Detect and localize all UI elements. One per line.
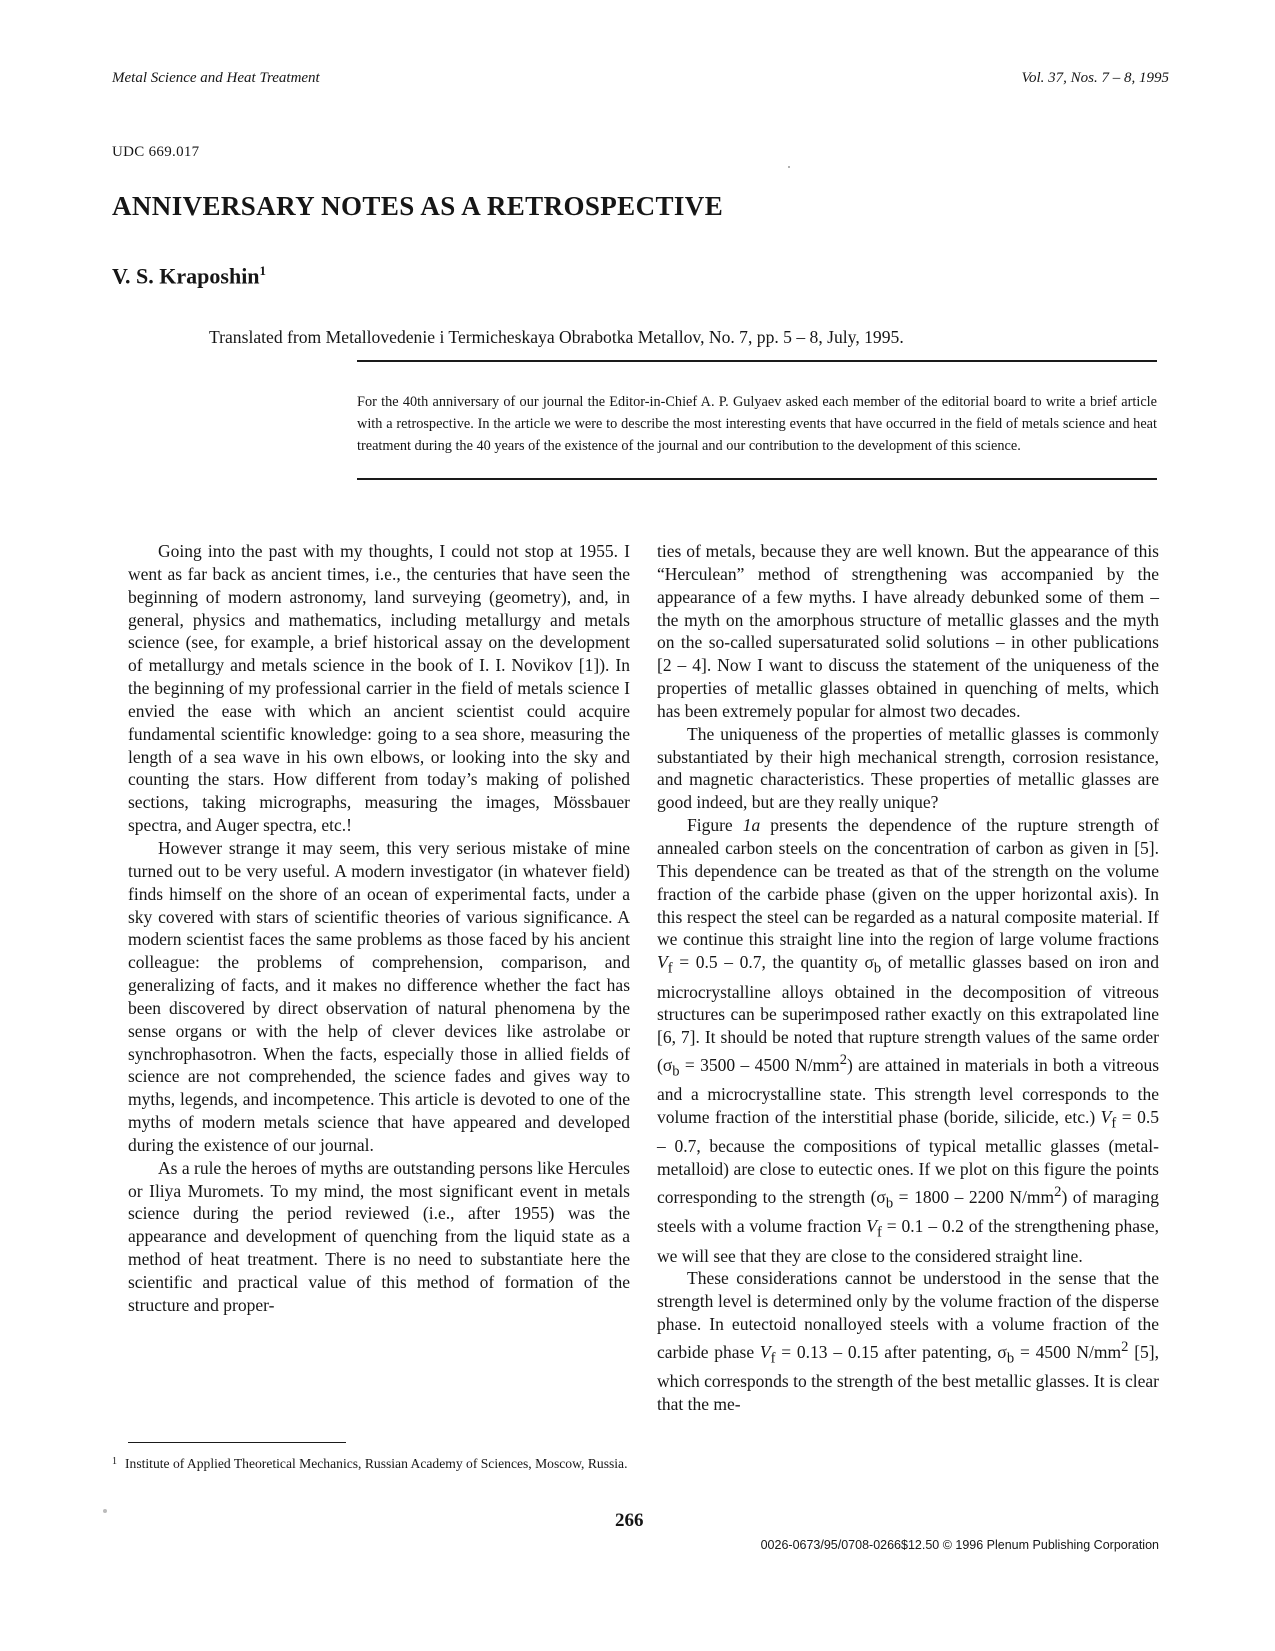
body-left-column bbox=[128, 540, 630, 1317]
footnote-text: Institute of Applied Theoretical Mechanics, Russian Academy of Sciences, Moscow, Russia. bbox=[125, 1456, 628, 1471]
footnote-mark: 1 bbox=[112, 1456, 117, 1467]
body-right-column bbox=[657, 540, 1159, 1416]
udc-code: UDC 669.017 bbox=[112, 144, 200, 160]
abstract-bottom-rule bbox=[357, 478, 1157, 480]
abstract: For the 40th anniversary of our journal the Editor-in-Chief A. P. Gulyaev asked each member of the editorial board to write a brief article with a retrospective. In the article we were to describe the most interesting events that have occurred in the field of metals science and heat treatment during the 40 years of the existence of the journal and our contribution to the development of this science. bbox=[357, 394, 1157, 454]
article-title: ANNIVERSARY NOTES AS A RETROSPECTIVE bbox=[112, 191, 724, 221]
paragraph: As a rule the heroes of myths are outstanding persons like Hercules or Iliya Muromets. To my mind, the most significant event in metals science during the period reviewed (i.e., after 1955) was the appearance and development of quenching from the liquid state as a method of heat treatment. There is no need to substantiate here the scientific and practical value of this method of formation of the structure and proper- bbox=[128, 1157, 630, 1315]
scan-speck bbox=[788, 166, 790, 168]
paragraph: The uniqueness of the properties of metallic glasses is commonly substantiated by their high mechanical strength, corrosion resistance, and magnetic characteristics. These properties of metallic glasses are good indeed, but are they really unique? bbox=[657, 723, 1159, 813]
paragraph: Going into the past with my thoughts, I could not stop at 1955. I went as far back as ancient times, i.e., the centuries that have seen the beginning of modern astronomy, land surveying (geometry), and, in general, physics and mathematics, including metallurgy and metals science (see, for example, a brief historical assay on the development of metallurgy and metals science in the book of I. I. Novikov [1]). In the beginning of my professional carrier in the field of metals science I envied the ease with which an ancient scientist could acquire fundamental scientific knowledge: going to a sea shore, measuring the length of a sea wave in his own elbows, or looking into the sky and counting the stars. How different from today’s making of polished sections, taking micrographs, measuring the images, Mössbauer spectra, and Auger spectra, etc.! bbox=[128, 541, 630, 836]
copyright-line: 0026-0673/95/0708-0266$12.50 © 1996 Plenum Publishing Corporation bbox=[760, 1538, 1159, 1552]
author-name: V. S. Kraposhin bbox=[112, 263, 260, 289]
scan-speck bbox=[103, 1509, 107, 1513]
translated-from: Translated from Metallovedenie i Termicheskaya Obrabotka Metallov, No. 7, pp. 5 – 8, July, 1995. bbox=[209, 327, 904, 347]
abstract-top-rule bbox=[357, 360, 1157, 362]
paragraph: These considerations cannot be understood in the sense that the strength level is determined only by the volume fraction of the disperse phase. In eutectoid nonalloyed steels with a volume fraction of the carbide phase $V_f = 0.13 - 0.15$ after patenting, $\sigma_b = 4500$ $N/mm^2$ [5], which corresponds to the strength of the best metallic glasses. It is clear that the me- bbox=[657, 1268, 1160, 1415]
author bbox=[112, 263, 266, 289]
figure-ref: 1a bbox=[742, 815, 761, 836]
page-number: 266 bbox=[615, 1510, 644, 1531]
author-footnote-mark: 1 bbox=[259, 263, 267, 278]
paragraph: ties of metals, because they are well known. But the appearance of this “Herculean” method of strengthening was accompanied by the appearance of a few myths. I have already debunked some of them – the myth on the amorphous structure of metallic glasses and the myth on the so-called supersaturated solid solutions – in other publications [2 – 4]. Now I want to discuss the statement of the uniqueness of the properties of metallic glasses obtained in quenching of melts, which has been extremely popular for almost two decades. bbox=[657, 541, 1159, 721]
journal-name: Metal Science and Heat Treatment bbox=[112, 70, 320, 86]
paragraph: Figure 1a presents the dependence of the rupture strength of annealed carbon steels on the concentration of carbon as given in [5]. This dependence can be treated as that of the strength on the volume fraction of the carbide phase (given on the upper horizontal axis). In this respect the steel can be regarded as a natural composite material. If we continue this straight line into the region of large volume fractions $V_f = 0.5 - 0.7$, the quantity $\sigma_b$ of metallic glasses based on iron and microcrystalline alloys obtained in the decomposition of vitreous structures can be superimposed rather exactly on this extrapolated line [6, 7]. It should be noted that rupture strength values of the same order ($\sigma_b = 3500 - 4500$ $N/mm^2$) are attained in materials in both a vitreous and a microcrystalline state. This strength level corresponds to the volume fraction of the interstitial phase (boride, silicide, etc.) $V_f = 0.5 - 0.7$, because the compositions of typical metallic glasses (metal-metalloid) are close to eutectic ones. If we plot on this figure the points corresponding to the strength ($\sigma_b = 1800 - 2200$ $N/mm^2$) of maraging steels with a volume fraction $V_f = 0.1 - 0.2$ of the strengthening phase, we will see that they are close to the considered straight line. bbox=[657, 815, 1160, 1266]
volume-info: Vol. 37, Nos. 7 – 8, 1995 bbox=[1021, 70, 1169, 86]
footnote-rule bbox=[128, 1442, 346, 1443]
paragraph: However strange it may seem, this very serious mistake of mine turned out to be very useful. A modern investigator (in whatever field) finds himself on the shore of an ocean of experimental facts, under a sky covered with stars of scientific theories of various significance. A modern scientist faces the same problems as those faced by his ancient colleague: the problems of comprehension, comparison, and generalizing of facts, and it makes no difference whether the fact has been discovered by direct observation of natural phenomena by the sense organs or with the help of clever devices like astrolabe or synchrophasotron. When the facts, especially those in allied fields of science are not comprehended, the science fades and gives way to myths, legends, and incompetence. This article is devoted to one of the myths of modern metals science that have appeared and developed during the existence of our journal. bbox=[128, 837, 630, 1155]
footnote bbox=[112, 1454, 643, 1473]
